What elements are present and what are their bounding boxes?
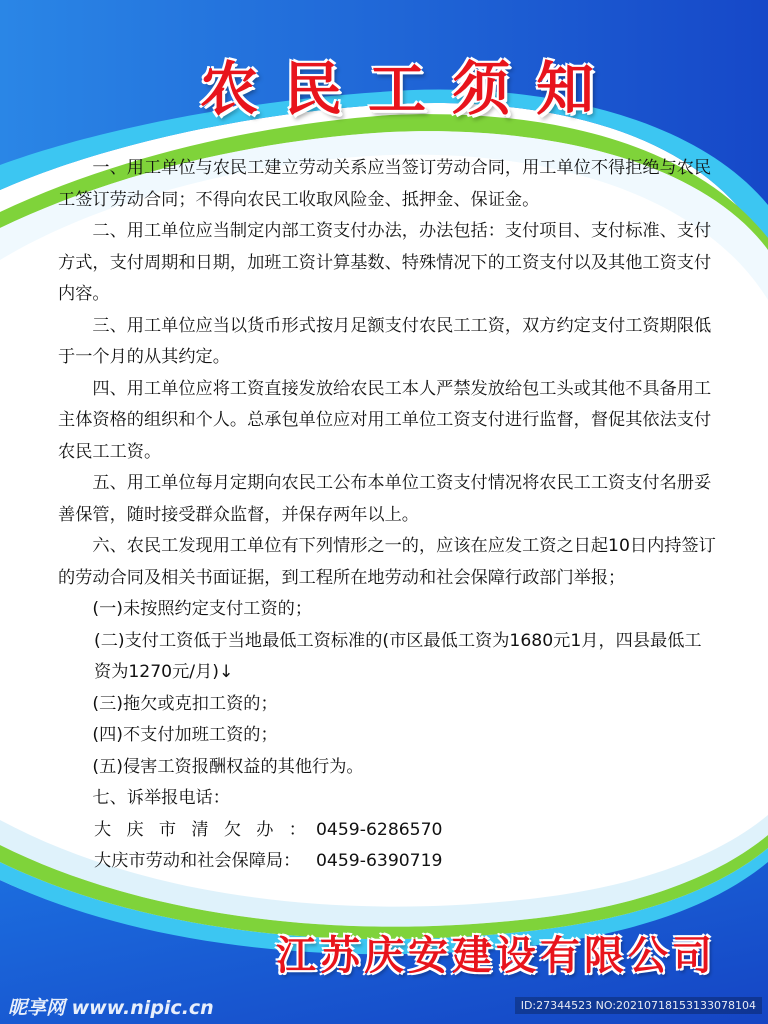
paragraph-3: 三、用工单位应当以货币形式按月足额支付农民工工资，双方约定支付工资期限低于一个月的从其约定。	[58, 315, 712, 367]
contact-label-char: 清	[191, 819, 209, 840]
list-item: (二)支付工资低于当地最低工资标准的(市区最低工资为1680元1月，四县最低工资为1270元/月)↓	[94, 630, 702, 682]
contact-label-char: 市	[158, 819, 177, 840]
contact-list	[58, 815, 716, 878]
contact-label-char: 大	[94, 819, 112, 840]
contact-row	[94, 846, 716, 878]
contact-label-spaced	[94, 815, 306, 847]
list-item: (四)不支付加班工资的；	[92, 725, 278, 745]
list-item: (一)未按照约定支付工资的；	[92, 599, 313, 619]
paragraph-4: 四、用工单位应将工资直接发放给农民工本人严禁发放给包工头或其他不具备用工主体资格的组织和个人。总承包单位应对用工单位工资支付进行监督，督促其依法支付农民工工资。	[58, 378, 712, 462]
contact-row	[94, 815, 716, 847]
contact-label-char: 欠	[223, 819, 242, 840]
watermark-logo: 昵享网 www.nipic.cn	[8, 997, 214, 1019]
contact-label: 大庆市劳动和社会保障局：	[94, 851, 301, 871]
notice-body	[58, 153, 716, 878]
paragraph-2: 二、用工单位应当制定内部工资支付办法，办法包括：支付项目、支付标准、支付方式，支付周期和日期，加班工资计算基数、特殊情况下的工资支付以及其他工资支付内容。	[58, 221, 712, 304]
company-name: 江苏庆安建设有限公司	[276, 933, 716, 979]
list-item: (五)侵害工资报酬权益的其他行为。	[92, 756, 364, 777]
contact-label-char: 庆	[126, 819, 144, 840]
contact-phone: 0459-6390719	[316, 851, 443, 871]
contact-label-char: 办	[256, 819, 274, 840]
list-item: (三)拖欠或克扣工资的；	[92, 693, 278, 714]
paragraph-6: 六、农民工发现用工单位有下列情形之一的，应该在应发工资之日起10日内持签订的劳动合同及相关书面证据，到工程所在地劳动和社会保障行政部门举报；	[58, 536, 716, 588]
page-title: 农民工须知	[199, 55, 620, 123]
paragraph-5: 五、用工单位每月定期向农民工公布本单位工资支付情况将农民工工资支付名册妥善保管，随时接受群众监督，并保存两年以上。	[58, 473, 712, 525]
contact-phone: 0459-6286570	[316, 819, 443, 840]
watermark-id: ID:27344523 NO:20210718153133078104	[515, 997, 762, 1014]
contact-label-char: ：	[288, 819, 306, 840]
contact-heading: 七、诉举报电话：	[92, 788, 230, 808]
paragraph-1: 一、用工单位与农民工建立劳动关系应当签订劳动合同，用工单位不得拒绝与农民工签订劳动合同；不得向农民工收取风险金、抵押金、保证金。	[58, 158, 712, 210]
